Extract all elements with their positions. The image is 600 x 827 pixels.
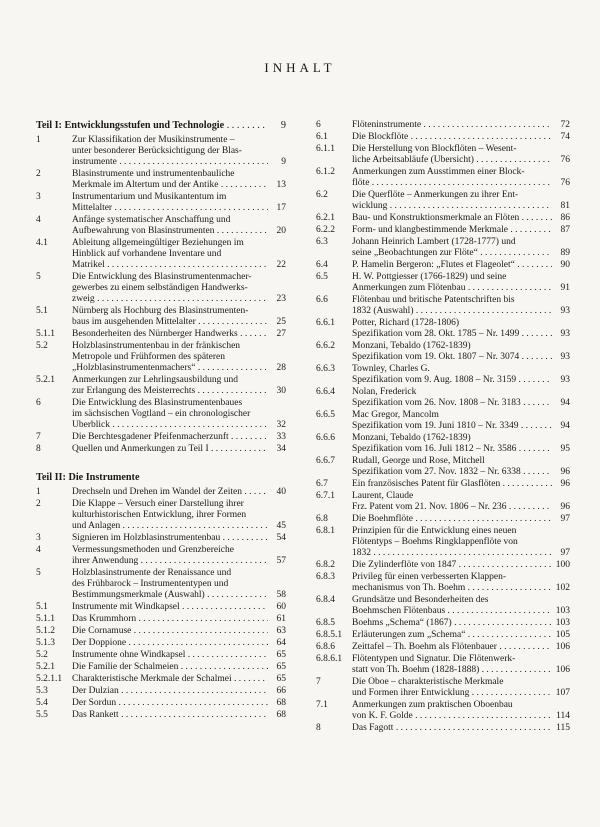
toc-entry-number: 6.7.1 — [316, 491, 335, 501]
toc-entry-text: Die Entwicklung des Blasinstrumentenbaues — [72, 398, 243, 408]
toc-entry — [36, 710, 286, 721]
toc-entry-page: 34 — [276, 444, 286, 454]
toc-entry-number: 7 — [316, 677, 321, 687]
toc-entry-page: 30 — [276, 386, 286, 396]
toc-entry-text: Instrumente ohne Windkapsel . . . — [72, 650, 268, 661]
toc-entry-text: Die Berchtesgadener Pfeifenmacherzunft . . . — [72, 432, 268, 443]
toc-entry-text: instrumente . . . — [72, 157, 268, 168]
part-1-entries — [36, 135, 286, 455]
toc-entry-number: 6.2 — [316, 190, 328, 200]
toc-entry-page: 94 — [560, 421, 570, 431]
toc-entry-text: Mittelalter . . . — [72, 203, 268, 214]
toc-entry-text: Ein französisches Patent für Glasflöten . . . — [352, 479, 552, 490]
toc-entry-text: Monzani, Tebaldo (1762-1839) — [352, 433, 471, 443]
toc-entry-number: 5.3 — [36, 686, 48, 696]
toc-entry — [316, 677, 570, 699]
toc-entry-text: Frz. Patent vom 21. Nov. 1806 – Nr. 236 . . . — [352, 502, 552, 513]
toc-entry — [36, 499, 286, 532]
toc-entry-text: Zur Klassifikation der Musikinstrumente – — [72, 135, 235, 145]
toc-entry-text: Der Sordun . . . — [72, 698, 268, 709]
toc-entry-text: Aufbewahrung von Blasinstrumenten . . . — [72, 226, 268, 237]
toc-entry-text: Flötenbau und britische Patentschriften bis — [352, 295, 515, 305]
toc-entry-number: 6.8.6 — [316, 642, 335, 652]
toc-entry-page: 100 — [555, 560, 570, 570]
toc-entry — [316, 618, 570, 629]
toc-entry-text: und Formen ihrer Entwicklung . . . — [352, 688, 552, 699]
toc-entry-page: 76 — [560, 178, 570, 188]
toc-entry-text: Der Doppione . . . — [72, 638, 268, 649]
toc-entry-text: Die Boehmflöte . . . — [352, 514, 552, 525]
toc-entry-text: liche Arbeitsabläufe (Übersicht) . . . — [352, 155, 552, 166]
toc-entry-page: 106 — [555, 665, 570, 675]
toc-entry-text: Spezifikation vom 19. Okt. 1807 – Nr. 3074 . . . — [352, 352, 552, 363]
toc-entry-number: 3 — [36, 533, 41, 543]
toc-entry-text: Prinzipien für die Entwicklung eines neuen — [352, 526, 517, 536]
toc-entry-page: 94 — [560, 398, 570, 408]
toc-entry-number: 6.7 — [316, 479, 328, 489]
toc-entry — [36, 306, 286, 328]
toc-entry-number: 3 — [36, 192, 41, 202]
toc-entry-page: 60 — [276, 602, 286, 612]
toc-entry — [36, 602, 286, 613]
toc-entry — [316, 630, 570, 641]
part-2-entries-continued — [316, 120, 570, 734]
toc-entry — [316, 491, 570, 513]
toc-entry-text: Spezifikation vom 26. Nov. 1808 – Nr. 3183 . . . — [352, 398, 552, 409]
toc-entry-page: 86 — [560, 213, 570, 223]
toc-entry-page: 97 — [560, 548, 570, 558]
toc-entry-text: Holzblasinstrumente der Renaissance und — [72, 568, 232, 578]
toc-entry — [316, 479, 570, 490]
toc-entry — [36, 650, 286, 661]
toc-entry-number: 6.2.2 — [316, 225, 335, 235]
toc-entry-text: Zeittafel – Th. Boehm als Flötenbauer . . . — [352, 642, 552, 653]
toc-entry-text: Mac Gregor, Mancolm — [352, 410, 439, 420]
toc-entry — [36, 444, 286, 455]
toc-entry — [36, 568, 286, 601]
toc-entry-number: 1 — [36, 135, 41, 145]
toc-entry-page: 93 — [560, 375, 570, 385]
toc-entry-text: Anmerkungen zum Ausstimmen einer Block- — [352, 167, 525, 177]
toc-entry-number: 6.6.1 — [316, 318, 335, 328]
toc-entry-text: Die Blockflöte . . . — [352, 132, 552, 143]
toc-entry-text: Die Cornamuse . . . — [72, 626, 268, 637]
toc-entry-page: 68 — [276, 698, 286, 708]
toc-entry-number: 5 — [36, 272, 41, 282]
toc-entry-text: wicklung . . . — [352, 201, 552, 212]
toc-entry-text: Spezifikation vom 16. Juli 1812 – Nr. 3586 . . . — [352, 444, 552, 455]
toc-entry-page: 65 — [276, 650, 286, 660]
toc-entry-number: 5.2.1 — [36, 662, 55, 672]
toc-entry-text: kulturhistorischen Entwicklung, ihrer Formen — [72, 510, 247, 520]
toc-entry-page: 20 — [276, 226, 286, 236]
toc-entry-text: Anmerkungen zur Lehrlingsausbildung und — [72, 375, 238, 385]
toc-entry-text: Die Querflöte – Anmerkungen zu ihrer Ent- — [352, 190, 519, 200]
toc-entry — [316, 364, 570, 386]
toc-entry-text: Blasinstrumente und instrumentenbauliche — [72, 169, 235, 179]
toc-entry-number: 6.4 — [316, 260, 328, 270]
toc-entry-number: 6.3 — [316, 237, 328, 247]
toc-entry-number: 5.5 — [36, 710, 48, 720]
toc-entry — [36, 272, 286, 305]
toc-entry-page: 68 — [276, 710, 286, 720]
toc-entry-page: 96 — [560, 467, 570, 477]
toc-entry-text: Die Oboe – charakteristische Merkmale — [352, 677, 504, 687]
toc-entry — [316, 723, 570, 734]
toc-entry-text: 1832 (Auswahl) . . . — [352, 306, 552, 317]
toc-entry — [316, 642, 570, 653]
toc-entry-text: Nürnberg als Hochburg des Blasinstrumenten- — [72, 306, 249, 316]
toc-entry-number: 6.6 — [316, 295, 328, 305]
toc-entry-number: 5.1.3 — [36, 638, 55, 648]
toc-entry — [316, 410, 570, 432]
toc-entry-text: Laurent, Claude — [352, 491, 414, 501]
toc-entry-number: 6.8 — [316, 514, 328, 524]
toc-entry-text: Quellen und Anmerkungen zu Teil I . . . — [72, 444, 268, 455]
toc-entry — [316, 190, 570, 212]
toc-entry-number: 6.1.2 — [316, 167, 335, 177]
toc-entry-number: 4 — [36, 215, 41, 225]
toc-entry-number: 6.2.1 — [316, 213, 335, 223]
toc-entry-text: seine „Beobachtungen zur Flöte“ . . . — [352, 248, 552, 259]
toc-entry-page: 33 — [276, 432, 286, 442]
toc-entry-page: 95 — [560, 444, 570, 454]
toc-entry — [36, 533, 286, 544]
toc-entry — [316, 167, 570, 189]
toc-entry — [36, 238, 286, 271]
toc-entry-text: Nolan, Frederick — [352, 387, 417, 397]
toc-entry-text: Potter, Richard (1728-1806) — [352, 318, 460, 328]
toc-entry-page: 45 — [276, 521, 286, 531]
toc-entry-number: 6.8.4 — [316, 595, 335, 605]
toc-entry — [316, 260, 570, 271]
toc-entry-number: 8 — [316, 723, 321, 733]
toc-entry-text: Spezifikation vom 27. Nov. 1832 – Nr. 6338 . . . — [352, 467, 552, 478]
toc-entry — [36, 686, 286, 697]
toc-entry-page: 114 — [556, 711, 570, 721]
toc-entry-number: 2 — [36, 169, 41, 179]
toc-entry-number: 6.8.6.1 — [316, 654, 343, 664]
toc-entry-number: 5.4 — [36, 698, 48, 708]
toc-entry-text: Flötentypen und Signatur. Die Flötenwerk- — [352, 654, 516, 664]
toc-entry-number: 5.1 — [36, 306, 48, 316]
toc-entry — [316, 456, 570, 478]
toc-entry — [36, 698, 286, 709]
toc-entry-page: 54 — [276, 533, 286, 543]
toc-entry-number: 6.6.2 — [316, 341, 335, 351]
toc-entry-text: P. Hamelin Bergeron: „Flutes et Flageolet“ . . . — [352, 260, 552, 271]
toc-entry-number: 6.6.3 — [316, 364, 335, 374]
toc-entry-number: 6.6.4 — [316, 387, 335, 397]
toc-entry-number: 5.1.1 — [36, 614, 55, 624]
toc-entry-text: Die Herstellung von Blockflöten – Wesent- — [352, 144, 517, 154]
toc-entry-page: 74 — [560, 132, 570, 142]
toc-entry-text: unter besonderer Berücksichtigung der Blas- — [72, 146, 242, 156]
toc-entry-page: 22 — [276, 260, 286, 270]
toc-entry-number: 7.1 — [316, 700, 328, 710]
toc-entry-text: ihrer Anwendung . . . — [72, 556, 268, 567]
toc-entry-text: Signieren im Holzblasinstrumentenbau . . . — [72, 533, 268, 544]
toc-entry — [316, 526, 570, 559]
toc-entry-number: 6.8.2 — [316, 560, 335, 570]
part-1-page: 9 — [280, 120, 286, 131]
toc-entry — [36, 614, 286, 625]
toc-entry — [316, 132, 570, 143]
toc-entry — [316, 237, 570, 259]
toc-entry — [36, 432, 286, 443]
toc-entry-page: 61 — [276, 614, 286, 624]
toc-entry-text: H. W. Pottgiesser (1766-1829) und seine — [352, 272, 507, 282]
toc-entry-number: 5.1.2 — [36, 626, 55, 636]
toc-entry-page: 65 — [276, 662, 286, 672]
toc-entry-page: 72 — [560, 120, 570, 130]
part-1-heading — [36, 120, 286, 131]
toc-entry-text: Boehms „Schema“ (1867) . . . — [352, 618, 552, 629]
toc-entry-text: Überblick . . . — [72, 420, 268, 431]
toc-entry-text: Die Familie der Schalmeien . . . — [72, 662, 268, 673]
toc-entry — [36, 674, 286, 685]
toc-entry-text: Vermessungsmethoden und Grenzbereiche — [72, 545, 234, 555]
toc-entry — [36, 398, 286, 431]
toc-entry-text: baus im ausgehenden Mittelalter . . . — [72, 317, 268, 328]
toc-entry — [36, 662, 286, 673]
toc-entry-text: Das Rankett . . . — [72, 710, 268, 721]
toc-entry — [316, 213, 570, 224]
toc-entry-text: Spezifikation vom 28. Okt. 1785 – Nr. 1499 . . . — [352, 329, 552, 340]
toc-entry — [36, 638, 286, 649]
toc-entry-text: Erläuterungen zum „Schema“ . . . — [352, 630, 552, 641]
toc-entry-page: 58 — [276, 590, 286, 600]
toc-entry — [316, 572, 570, 594]
toc-entry — [36, 626, 286, 637]
toc-entry — [316, 654, 570, 676]
toc-entry — [316, 295, 570, 317]
toc-entry-page: 57 — [276, 556, 286, 566]
toc-entry-page: 64 — [276, 638, 286, 648]
toc-entry-number: 5.2 — [36, 341, 48, 351]
part-1-title: Teil I: Entwicklungsstufen und Technologie . . . — [36, 120, 265, 131]
toc-entry-number: 4 — [36, 545, 41, 555]
toc-entry — [316, 144, 570, 166]
toc-entry — [316, 560, 570, 571]
toc-entry-number: 6 — [36, 398, 41, 408]
toc-entry-text: „Holzblasinstrumentenmachers“ . . . — [72, 363, 268, 374]
toc-entry — [316, 225, 570, 236]
toc-entry — [36, 329, 286, 340]
toc-entry-page: 66 — [276, 686, 286, 696]
toc-entry-number: 6.5 — [316, 272, 328, 282]
toc-left-column — [36, 120, 286, 722]
toc-entry-number: 6.8.3 — [316, 572, 335, 582]
toc-entry-text: Flöteninstrumente . . . — [352, 120, 552, 131]
toc-entry-text: Drechseln und Drehen im Wandel der Zeiten . . . — [72, 487, 268, 498]
toc-entry — [316, 120, 570, 131]
toc-entry-page: 93 — [560, 329, 570, 339]
toc-entry-page: 91 — [560, 283, 570, 293]
toc-entry-text: Bau- und Konstruktionsmerkmale an Flöten . . . — [352, 213, 552, 224]
part-2-heading — [36, 472, 286, 483]
toc-entry-number: 4.1 — [36, 238, 48, 248]
toc-entry-page: 40 — [276, 487, 286, 497]
toc-entry-page: 96 — [560, 502, 570, 512]
toc-entry-number: 5.2.1 — [36, 375, 55, 385]
toc-entry-text: Spezifikation vom 19. Juni 1810 – Nr. 3349 . . . — [352, 421, 552, 432]
toc-entry-number: 6.8.5.1 — [316, 630, 343, 640]
toc-entry — [36, 192, 286, 214]
toc-entry-text: von K. F. Golde . . . — [352, 711, 552, 722]
toc-entry-text: Das Krummhorn . . . — [72, 614, 268, 625]
toc-entry-number: 6.8.1 — [316, 526, 335, 536]
toc-entry-number: 6.6.6 — [316, 433, 335, 443]
toc-entry-page: 115 — [556, 723, 570, 733]
toc-entry-number: 5.1.1 — [36, 329, 55, 339]
toc-entry — [316, 700, 570, 722]
toc-entry-text: Holzblasinstrumentenbau in der fränkischen — [72, 341, 241, 351]
toc-entry-text: statt von Th. Boehm (1828-1888) . . . — [352, 665, 552, 676]
toc-entry — [36, 215, 286, 237]
toc-entry-number: 5.2 — [36, 650, 48, 660]
toc-entry — [316, 387, 570, 409]
toc-entry — [316, 341, 570, 363]
toc-entry-page: 105 — [555, 630, 570, 640]
part-2-entries — [36, 487, 286, 721]
toc-entry-text: Der Dulzian . . . — [72, 686, 268, 697]
toc-entry — [316, 318, 570, 340]
toc-entry-page: 89 — [560, 248, 570, 258]
toc-entry-text: Hinblick auf vorhandene Inventare und — [72, 249, 222, 259]
toc-entry-number: 6.6.7 — [316, 456, 335, 466]
toc-entry-page: 102 — [555, 583, 570, 593]
toc-entry-text: Rudall, George und Rose, Mitchell — [352, 456, 485, 466]
toc-entry-page: 17 — [276, 203, 286, 213]
toc-entry-text: Die Klappe – Versuch einer Darstellung ihrer — [72, 499, 244, 509]
toc-entry-page: 23 — [276, 294, 286, 304]
toc-entry-text: Grundsätze und Besonderheiten des — [352, 595, 489, 605]
toc-entry-page: 107 — [555, 688, 570, 698]
toc-entry-number: 6.8.5 — [316, 618, 335, 628]
toc-entry-text: Matrikel . . . — [72, 260, 268, 271]
toc-entry-text: 1832 . . . — [352, 548, 552, 559]
toc-entry-text: gewerbes zu einem selbständigen Handwerks- — [72, 283, 248, 293]
toc-entry-number: 5.1 — [36, 602, 48, 612]
toc-entry-number: 5.2.1.1 — [36, 674, 63, 684]
toc-entry-text: Charakteristische Merkmale der Schalmei . . . — [72, 674, 268, 685]
toc-entry — [36, 545, 286, 567]
toc-entry-page: 103 — [555, 606, 570, 616]
toc-entry-text: Instrumente mit Windkapsel . . . — [72, 602, 268, 613]
toc-entry-text: und Anlagen . . . — [72, 521, 268, 532]
toc-entry-page: 27 — [276, 329, 286, 339]
toc-entry-page: 28 — [276, 363, 286, 373]
toc-entry — [36, 135, 286, 168]
toc-entry-text: Merkmale im Altertum und der Antike . . . — [72, 180, 268, 191]
toc-entry-text: Form- und klangbestimmende Merkmale . . . — [352, 225, 552, 236]
toc-entry-text: Townley, Charles G. — [352, 364, 430, 374]
toc-entry-text: Ableitung allgemeingültiger Beziehungen im — [72, 238, 244, 248]
toc-entry-number: 6 — [316, 120, 321, 130]
toc-entry-number: 6.6.5 — [316, 410, 335, 420]
toc-entry-text: Anmerkungen zum Flötenbau . . . — [352, 283, 552, 294]
toc-entry-text: Anmerkungen zum praktischen Oboenbau — [352, 700, 513, 710]
toc-entry-number: 5 — [36, 568, 41, 578]
toc-entry-page: 32 — [276, 420, 286, 430]
toc-entry — [36, 341, 286, 374]
toc-entry-text: Johann Heinrich Lambert (1728-1777) und — [352, 237, 516, 247]
toc-entry-number: 6.1.1 — [316, 144, 335, 154]
toc-entry-text: Boehmschen Flötenbaus . . . — [352, 606, 552, 617]
toc-entry-page: 96 — [560, 479, 570, 489]
toc-entry-text: flöte . . . — [352, 178, 552, 189]
toc-entry — [36, 169, 286, 191]
toc-entry-text: mechanismus von Th. Boehm . . . — [352, 583, 552, 594]
toc-entry-text: Das Fagott . . . — [352, 723, 552, 734]
toc-entry-page: 106 — [555, 642, 570, 652]
toc-entry-page: 63 — [276, 626, 286, 636]
toc-entry-number: 6.1 — [316, 132, 328, 142]
toc-entry-number: 8 — [36, 444, 41, 454]
toc-entry — [316, 433, 570, 455]
page-title: INHALT — [264, 60, 336, 75]
toc-entry-page: 93 — [560, 306, 570, 316]
toc-entry-text: Besonderheiten des Nürnberger Handwerks . . . — [72, 329, 268, 340]
toc-entry-page: 103 — [555, 618, 570, 628]
toc-entry — [316, 272, 570, 294]
toc-entry-text: zweig . . . — [72, 294, 268, 305]
toc-entry-page: 93 — [560, 352, 570, 362]
toc-entry-number: 2 — [36, 499, 41, 509]
toc-entry-page: 81 — [560, 201, 570, 211]
toc-entry-text: Bestimmungsmerkmale (Auswahl) . . . — [72, 590, 268, 601]
toc-entry-text: Anfänge systematischer Anschaffung und — [72, 215, 231, 225]
toc-entry-text: Spezifikation vom 9. Aug. 1808 – Nr. 3159 . . . — [352, 375, 552, 386]
toc-entry — [316, 514, 570, 525]
toc-entry — [36, 487, 286, 498]
toc-entry-number: 1 — [36, 487, 41, 497]
toc-entry-page: 65 — [276, 674, 286, 684]
toc-entry-page: 90 — [560, 260, 570, 270]
toc-entry — [316, 595, 570, 617]
toc-entry-text: Flötentyps – Boehms Ringklappenflöte von — [352, 537, 518, 547]
toc-entry-text: Die Entwicklung des Blasinstrumentenmacher- — [72, 272, 252, 282]
toc-entry-text: Monzani, Tebaldo (1762-1839) — [352, 341, 471, 351]
toc-right-column — [316, 120, 570, 735]
toc-entry — [36, 375, 286, 397]
toc-entry-text: Instrumentarium und Musikantentum im — [72, 192, 227, 202]
toc-entry-page: 76 — [560, 155, 570, 165]
toc-entry-text: Metropole und Frühformen des späteren — [72, 352, 226, 362]
toc-entry-page: 13 — [276, 180, 286, 190]
toc-entry-text: Die Zylinderflöte von 1847 . . . — [352, 560, 552, 571]
part-2-title: Teil II: Die Instrumente — [36, 472, 140, 483]
toc-entry-text: im sächsischen Vogtland – ein chronologischer — [72, 409, 251, 419]
toc-entry-page: 97 — [560, 514, 570, 524]
toc-entry-text: zur Erlangung des Meisterrechts . . . — [72, 386, 268, 397]
toc-entry-page: 9 — [281, 157, 286, 167]
toc-entry-text: des Frühbarock – Instrumententypen und — [72, 579, 229, 589]
toc-entry-page: 87 — [560, 225, 570, 235]
toc-entry-text: Privileg für einen verbesserten Klappen- — [352, 572, 507, 582]
toc-entry-number: 7 — [36, 432, 41, 442]
toc-entry-page: 25 — [276, 317, 286, 327]
